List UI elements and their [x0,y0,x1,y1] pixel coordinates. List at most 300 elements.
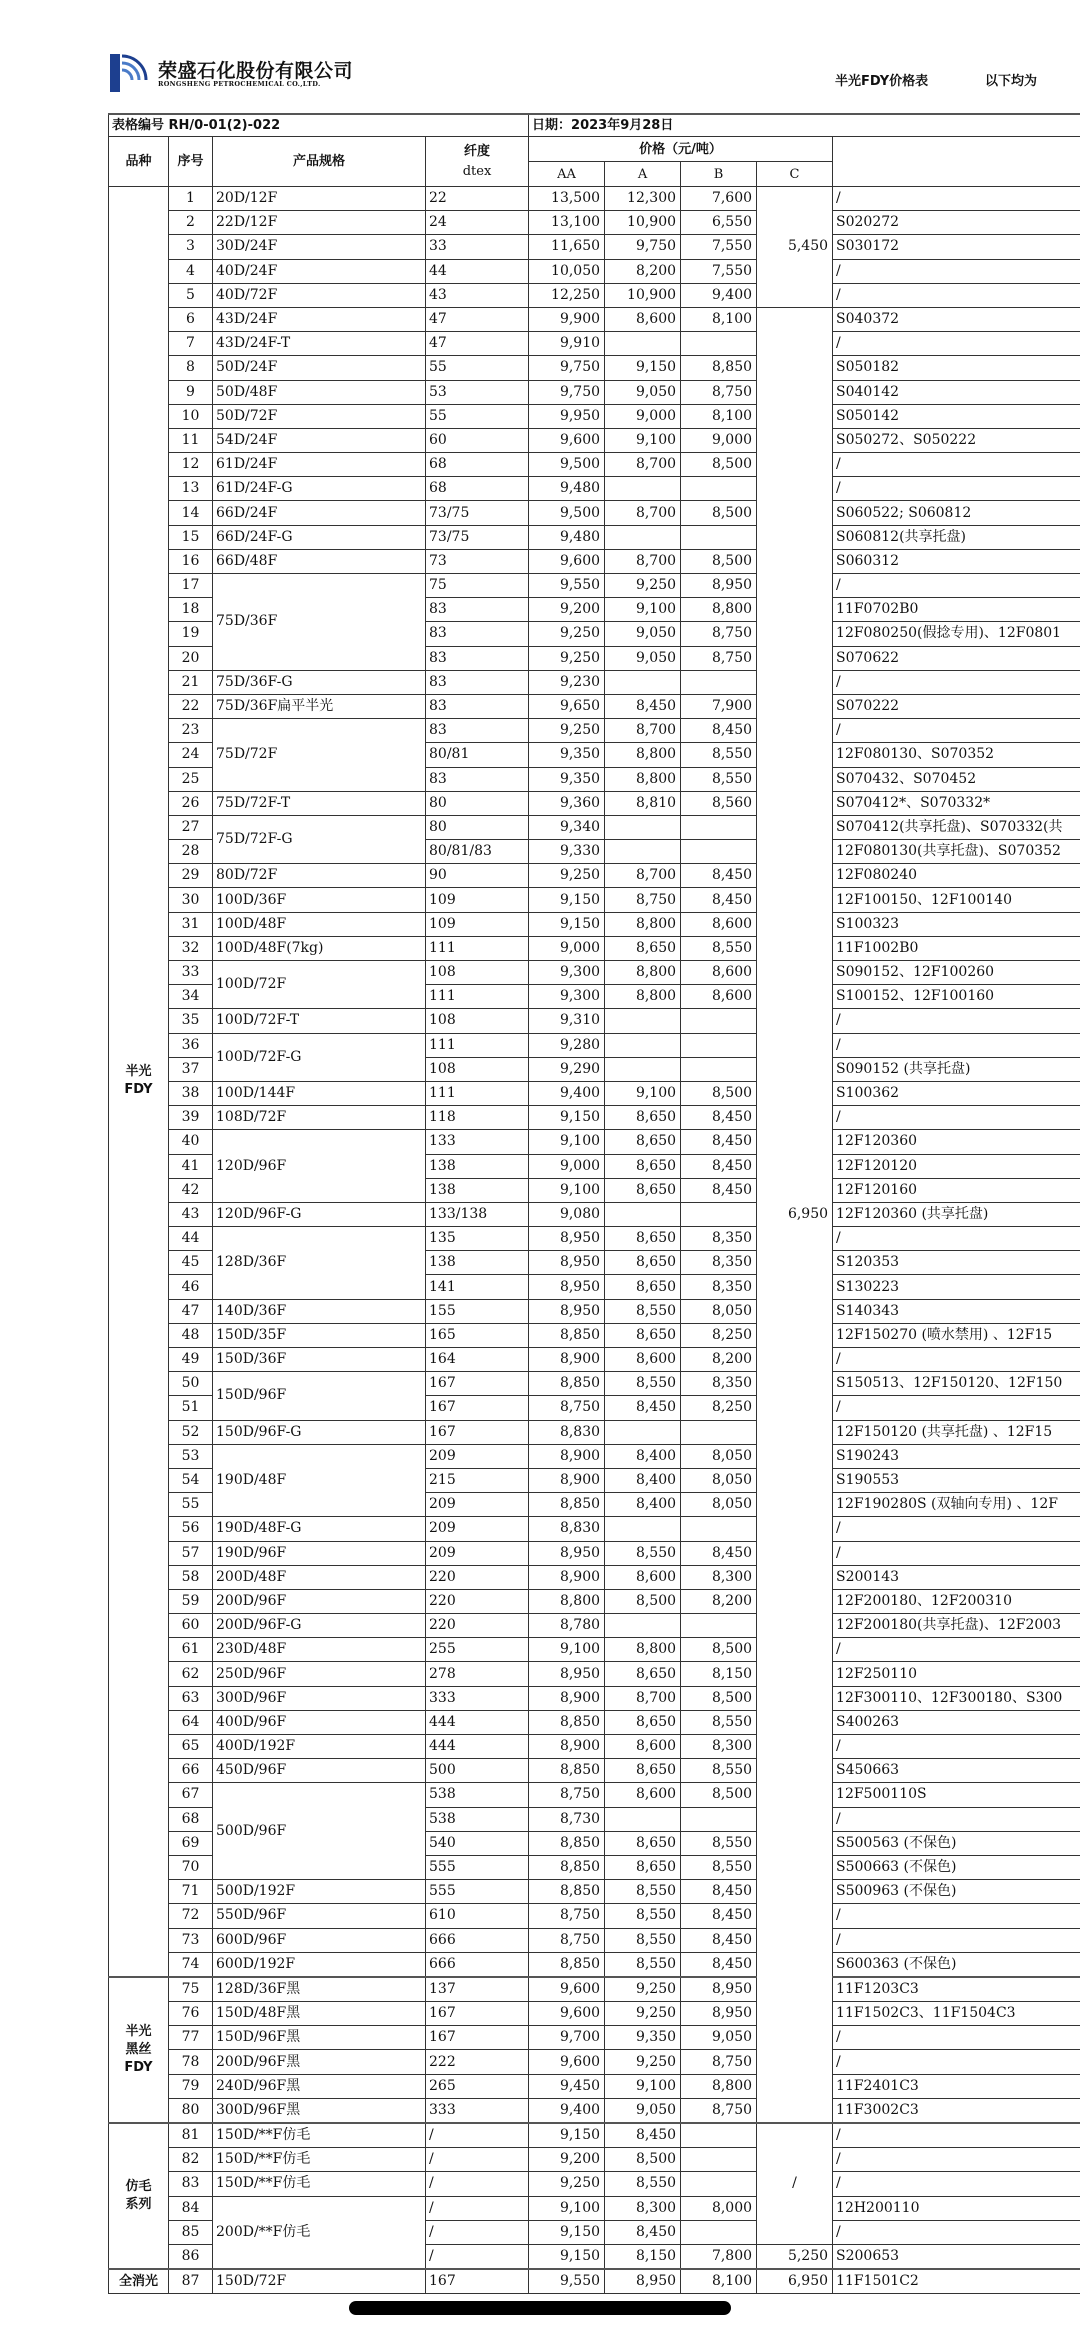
company-logo [110,54,354,94]
price-a-cell: 10,900 [605,283,681,307]
remark-cell: / [833,453,1080,477]
table-row [109,2074,1080,2098]
price-aa-cell: 9,290 [529,1057,605,1081]
remark-cell: S190243 [833,1444,1080,1468]
table-row [109,1928,1080,1952]
price-aa-cell: 8,830 [529,1420,605,1444]
price-b-cell [681,1807,757,1831]
price-a-cell: 8,650 [605,1178,681,1202]
table-title-row [109,114,1080,137]
category-cell [109,1977,169,2123]
table-row [109,961,1080,985]
price-a-cell: 8,800 [605,912,681,936]
dtex-cell: 83 [426,694,529,718]
remark-cell: 12F080130、S070352 [833,743,1080,767]
price-b-cell [681,1202,757,1226]
remark-cell: 12F200180、12F200310 [833,1589,1080,1613]
table-row [109,719,1080,743]
spec-cell: 100D/72F [213,961,426,1009]
seq-cell: 60 [169,1614,213,1638]
price-b-cell: 8,100 [681,307,757,331]
col-remark [833,137,1080,187]
remark-cell: / [833,1227,1080,1251]
spec-cell: 120D/96F [213,1130,426,1203]
form-number: 表格编号 RH/0-01(2)-022 [109,114,529,137]
dtex-cell: 75 [426,574,529,598]
price-aa-cell: 8,950 [529,1662,605,1686]
price-a-cell: 8,650 [605,936,681,960]
spec-cell: 200D/96F黑 [213,2050,426,2074]
seq-cell: 4 [169,259,213,283]
dtex-cell: 118 [426,1106,529,1130]
seq-cell: 44 [169,1227,213,1251]
company-name-en: RONGSHENG PETROCHEMICAL CO.,LTD. [158,80,321,88]
price-b-cell: 8,000 [681,2196,757,2220]
price-b-cell: 8,450 [681,1904,757,1928]
seq-cell: 10 [169,404,213,428]
dtex-cell: 137 [426,1977,529,2002]
price-aa-cell: 9,200 [529,598,605,622]
price-aa-cell: 9,280 [529,1033,605,1057]
price-b-cell [681,2148,757,2172]
spec-cell: 43D/24F [213,307,426,331]
col-category: 品种 [109,137,169,187]
table-row [109,1130,1080,1154]
price-aa-cell: 9,400 [529,1081,605,1105]
remark-cell: S070412*、S070332* [833,791,1080,815]
price-a-cell: 8,650 [605,1323,681,1347]
table-row [109,211,1080,235]
table-row [109,2196,1080,2220]
price-b-cell: 8,500 [681,501,757,525]
spec-cell: 40D/24F [213,259,426,283]
price-b-cell: 8,450 [681,1178,757,1202]
price-b-cell: 8,500 [681,1638,757,1662]
remark-cell: 12F120360 (共享托盘) [833,1202,1080,1226]
price-aa-cell: 13,100 [529,211,605,235]
dtex-cell: 167 [426,2002,529,2026]
home-indicator[interactable] [349,2301,731,2315]
price-c-cell: 5,450 [757,187,833,308]
price-a-cell: 8,600 [605,1565,681,1589]
price-b-cell: 8,350 [681,1227,757,1251]
seq-cell: 52 [169,1420,213,1444]
table-row [109,2269,1080,2294]
table-row [109,2050,1080,2074]
spec-cell: 600D/96F [213,1928,426,1952]
dtex-cell: 209 [426,1517,529,1541]
table-row [109,453,1080,477]
price-aa-cell: 8,850 [529,1710,605,1734]
col-dtex-unit: dtex [462,163,492,179]
seq-cell: 38 [169,1081,213,1105]
spec-cell: 75D/72F-T [213,791,426,815]
price-a-cell: 8,650 [605,1251,681,1275]
table-row [109,1444,1080,1468]
price-b-cell: 8,550 [681,1759,757,1783]
spec-cell: 250D/96F [213,1662,426,1686]
price-a-cell: 8,700 [605,864,681,888]
dtex-cell: 111 [426,1081,529,1105]
spec-cell: 300D/96F黑 [213,2098,426,2123]
table-row [109,791,1080,815]
price-a-cell: 8,200 [605,259,681,283]
remark-cell: 12F500110S [833,1783,1080,1807]
price-b-cell: 8,600 [681,912,757,936]
spec-cell: 150D/36F [213,1348,426,1372]
table-row [109,501,1080,525]
spec-cell: 100D/48F(7kg) [213,936,426,960]
price-b-cell [681,1614,757,1638]
price-b-cell: 8,450 [681,1130,757,1154]
remark-cell: 12F120160 [833,1178,1080,1202]
category-label: 仿毛 系列 [125,2179,152,2213]
price-a-cell [605,840,681,864]
price-a-cell: 8,550 [605,1880,681,1904]
price-aa-cell: 9,200 [529,2148,605,2172]
price-aa-cell: 9,330 [529,840,605,864]
spec-cell: 200D/48F [213,1565,426,1589]
price-a-cell [605,332,681,356]
price-a-cell [605,1517,681,1541]
dtex-cell: 220 [426,1565,529,1589]
dtex-cell: 209 [426,1493,529,1517]
table-row [109,2172,1080,2196]
seq-cell: 83 [169,2172,213,2196]
seq-cell: 56 [169,1517,213,1541]
price-b-cell: 8,350 [681,1275,757,1299]
price-a-cell: 9,750 [605,235,681,259]
spec-cell: 100D/48F [213,912,426,936]
price-a-cell [605,1009,681,1033]
dtex-cell: 47 [426,332,529,356]
dtex-cell: 33 [426,235,529,259]
spec-cell: 75D/36F-G [213,670,426,694]
col-aa: AA [529,162,605,187]
price-a-cell: 8,550 [605,1299,681,1323]
price-b-cell: 8,750 [681,622,757,646]
table-row [109,1662,1080,1686]
seq-cell: 65 [169,1735,213,1759]
remark-cell: 12F150270 (喷水禁用) 、12F15 [833,1323,1080,1347]
price-c-cell: 6,950 [757,307,833,2123]
seq-cell: 15 [169,525,213,549]
price-aa-cell: 9,150 [529,2123,605,2148]
price-aa-cell: 9,250 [529,719,605,743]
seq-cell: 51 [169,1396,213,1420]
seq-cell: 25 [169,767,213,791]
spec-cell: 22D/12F [213,211,426,235]
price-a-cell: 8,600 [605,1735,681,1759]
price-a-cell: 8,650 [605,1130,681,1154]
dtex-cell: 90 [426,864,529,888]
table-row [109,670,1080,694]
price-a-cell: 8,550 [605,2172,681,2196]
spec-cell: 80D/72F [213,864,426,888]
price-aa-cell: 9,950 [529,404,605,428]
price-b-cell: 8,450 [681,864,757,888]
seq-cell: 6 [169,307,213,331]
dtex-cell: 555 [426,1855,529,1879]
dtex-cell: 666 [426,1928,529,1952]
spec-cell: 150D/**F仿毛 [213,2172,426,2196]
remark-cell: / [833,1541,1080,1565]
dtex-cell: 68 [426,453,529,477]
table-row [109,815,1080,839]
dtex-cell: 138 [426,1251,529,1275]
price-aa-cell: 9,250 [529,864,605,888]
price-b-cell: 8,850 [681,356,757,380]
price-aa-cell: 10,050 [529,259,605,283]
price-aa-cell: 8,750 [529,1783,605,1807]
document-note: 以下均为 [985,74,1038,89]
remark-cell: 12F150120 (共享托盘) 、12F15 [833,1420,1080,1444]
dtex-cell: / [426,2123,529,2148]
dtex-cell: 165 [426,1323,529,1347]
remark-cell: 12F120360 [833,1130,1080,1154]
seq-cell: 23 [169,719,213,743]
seq-cell: 55 [169,1493,213,1517]
remark-cell: S100152、12F100160 [833,985,1080,1009]
remark-cell: 12F100150、12F100140 [833,888,1080,912]
price-aa-cell: 9,150 [529,2244,605,2269]
table-row [109,1517,1080,1541]
dtex-cell: 83 [426,598,529,622]
remark-cell: S030172 [833,235,1080,259]
price-aa-cell: 9,700 [529,2026,605,2050]
price-b-cell: 8,150 [681,1662,757,1686]
header-row-1 [109,137,1080,162]
price-aa-cell: 9,550 [529,574,605,598]
dtex-cell: 111 [426,1033,529,1057]
price-aa-cell: 9,500 [529,453,605,477]
remark-cell: S060522; S060812 [833,501,1080,525]
col-price-group: 价格（元/吨） [529,137,833,162]
price-aa-cell: 9,350 [529,767,605,791]
price-b-cell [681,1517,757,1541]
price-aa-cell: 9,100 [529,1130,605,1154]
table-row [109,1033,1080,1057]
table-row [109,1759,1080,1783]
price-table [108,113,1080,2294]
price-b-cell: 8,500 [681,1783,757,1807]
spec-cell: 100D/72F-G [213,1033,426,1081]
spec-cell: 100D/36F [213,888,426,912]
price-b-cell: 7,900 [681,694,757,718]
price-a-cell: 8,450 [605,1396,681,1420]
remark-cell: S140343 [833,1299,1080,1323]
remark-cell: S050272、S050222 [833,428,1080,452]
price-a-cell: 8,400 [605,1493,681,1517]
col-b: B [681,162,757,187]
price-b-cell: 9,050 [681,2026,757,2050]
price-aa-cell: 8,850 [529,1323,605,1347]
price-a-cell: 8,650 [605,1662,681,1686]
dtex-cell: 83 [426,767,529,791]
price-aa-cell: 9,900 [529,307,605,331]
dtex-cell: 540 [426,1831,529,1855]
price-a-cell: 8,600 [605,1783,681,1807]
col-a: A [605,162,681,187]
seq-cell: 40 [169,1130,213,1154]
dtex-cell: 500 [426,1759,529,1783]
category-label: 全消光 [118,2273,158,2289]
spec-cell: 50D/72F [213,404,426,428]
price-aa-cell: 8,900 [529,1348,605,1372]
spec-cell: 150D/96F [213,1372,426,1420]
price-a-cell: 8,800 [605,961,681,985]
seq-cell: 71 [169,1880,213,1904]
dtex-cell: 610 [426,1904,529,1928]
price-a-cell: 8,700 [605,501,681,525]
category-label: 半光 黑丝 FDY [124,2023,153,2075]
dtex-cell: 666 [426,1952,529,1977]
dtex-cell: 138 [426,1178,529,1202]
remark-cell: / [833,1348,1080,1372]
remark-cell: / [833,670,1080,694]
price-b-cell: 8,550 [681,1855,757,1879]
price-a-cell: 8,400 [605,1468,681,1492]
price-b-cell: 8,500 [681,453,757,477]
seq-cell: 77 [169,2026,213,2050]
seq-cell: 39 [169,1106,213,1130]
table-row [109,694,1080,718]
seq-cell: 73 [169,1928,213,1952]
price-a-cell: 9,250 [605,1977,681,2002]
price-aa-cell: 9,600 [529,428,605,452]
price-aa-cell: 8,850 [529,1759,605,1783]
dtex-cell: 167 [426,2269,529,2294]
dtex-cell: 141 [426,1275,529,1299]
price-aa-cell: 9,480 [529,477,605,501]
spec-cell: 150D/**F仿毛 [213,2148,426,2172]
spec-cell: 54D/24F [213,428,426,452]
price-b-cell: 8,250 [681,1396,757,1420]
price-b-cell: 8,600 [681,961,757,985]
table-row [109,2002,1080,2026]
seq-cell: 35 [169,1009,213,1033]
seq-cell: 36 [169,1033,213,1057]
spec-cell: 200D/96F [213,1589,426,1613]
price-b-cell: 8,550 [681,1831,757,1855]
price-aa-cell: 9,480 [529,525,605,549]
remark-cell: / [833,2148,1080,2172]
spec-cell: 500D/96F [213,1783,426,1880]
price-aa-cell: 9,100 [529,1638,605,1662]
remark-cell: 12F080240 [833,864,1080,888]
dtex-cell: 68 [426,477,529,501]
remark-cell: / [833,332,1080,356]
price-b-cell: 8,450 [681,1880,757,1904]
price-a-cell: 8,600 [605,307,681,331]
price-a-cell: 8,450 [605,2220,681,2244]
seq-cell: 27 [169,815,213,839]
spec-cell: 200D/**F仿毛 [213,2196,426,2269]
dtex-cell: 43 [426,283,529,307]
price-b-cell: 7,600 [681,187,757,211]
price-b-cell: 8,200 [681,1348,757,1372]
remark-cell: 12F300110、12F300180、S300 [833,1686,1080,1710]
seq-cell: 84 [169,2196,213,2220]
dtex-cell: 73 [426,549,529,573]
remark-cell: S050142 [833,404,1080,428]
price-b-cell: 8,450 [681,1952,757,1977]
seq-cell: 26 [169,791,213,815]
price-a-cell: 8,550 [605,1372,681,1396]
price-aa-cell: 9,400 [529,2098,605,2123]
dtex-cell: 24 [426,211,529,235]
price-b-cell: 9,000 [681,428,757,452]
seq-cell: 12 [169,453,213,477]
seq-cell: 20 [169,646,213,670]
seq-cell: 87 [169,2269,213,2294]
dtex-cell: 209 [426,1541,529,1565]
dtex-cell: 108 [426,1009,529,1033]
remark-cell: S200653 [833,2244,1080,2269]
price-aa-cell: 8,750 [529,1928,605,1952]
price-a-cell [605,525,681,549]
price-a-cell: 9,100 [605,1081,681,1105]
price-b-cell: 8,550 [681,936,757,960]
dtex-cell: 167 [426,2026,529,2050]
price-b-cell: 8,100 [681,2269,757,2294]
price-aa-cell: 9,350 [529,743,605,767]
seq-cell: 3 [169,235,213,259]
price-aa-cell: 8,850 [529,1880,605,1904]
price-a-cell: 8,800 [605,1638,681,1662]
seq-cell: 18 [169,598,213,622]
price-b-cell [681,1420,757,1444]
price-aa-cell: 9,100 [529,2196,605,2220]
price-a-cell: 12,300 [605,187,681,211]
table-row [109,1227,1080,1251]
price-c-cell: 6,950 [757,2269,833,2294]
seq-cell: 50 [169,1372,213,1396]
seq-cell: 46 [169,1275,213,1299]
dtex-cell: 538 [426,1807,529,1831]
table-row [109,2098,1080,2123]
dtex-cell: 278 [426,1662,529,1686]
price-b-cell: 8,100 [681,404,757,428]
price-b-cell [681,525,757,549]
price-aa-cell: 8,850 [529,1372,605,1396]
price-a-cell: 8,800 [605,743,681,767]
table-row [109,2148,1080,2172]
table-row [109,549,1080,573]
remark-cell: 11F1002B0 [833,936,1080,960]
seq-cell: 31 [169,912,213,936]
seq-cell: 58 [169,1565,213,1589]
spec-cell: 108D/72F [213,1106,426,1130]
seq-cell: 16 [169,549,213,573]
dtex-cell: 73/75 [426,525,529,549]
price-b-cell: 8,050 [681,1493,757,1517]
price-b-cell: 8,350 [681,1372,757,1396]
price-aa-cell: 8,900 [529,1468,605,1492]
dtex-cell: 109 [426,888,529,912]
price-b-cell: 8,750 [681,2050,757,2074]
remark-cell: S120353 [833,1251,1080,1275]
seq-cell: 21 [169,670,213,694]
price-a-cell [605,1614,681,1638]
price-a-cell: 8,500 [605,2148,681,2172]
price-b-cell [681,1033,757,1057]
seq-cell: 54 [169,1468,213,1492]
dtex-cell: 133/138 [426,1202,529,1226]
price-a-cell: 8,650 [605,1831,681,1855]
price-aa-cell: 9,250 [529,622,605,646]
spec-cell: 150D/72F [213,2269,426,2294]
